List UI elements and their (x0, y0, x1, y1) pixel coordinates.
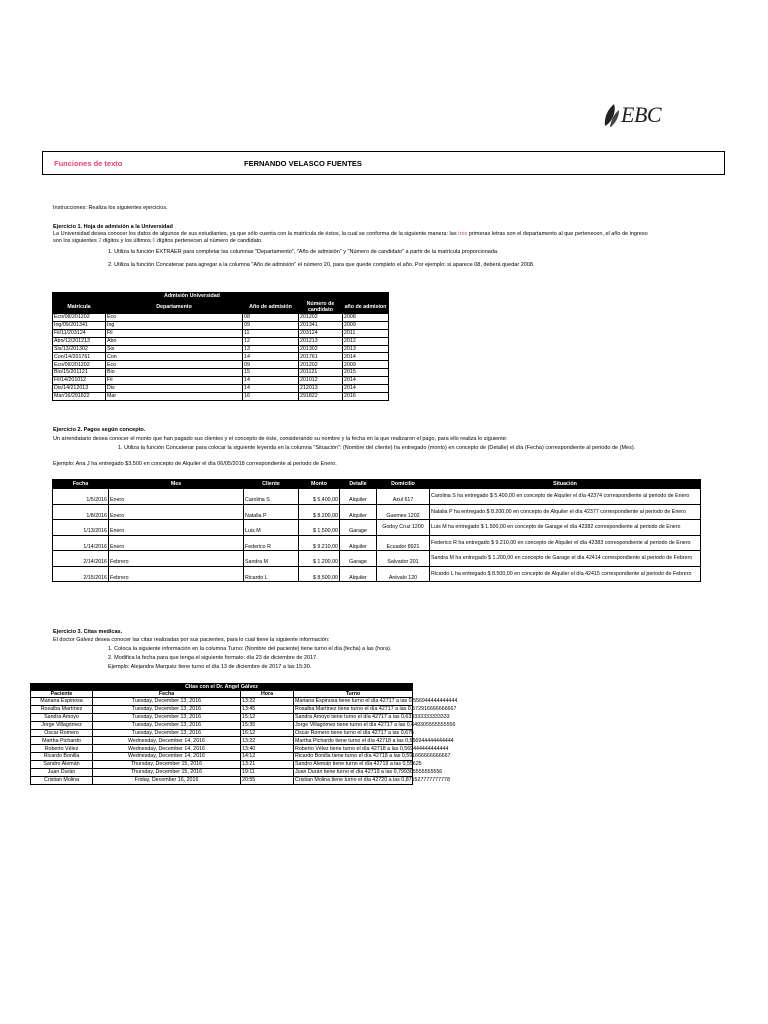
table-cell: Arévalo 120 (377, 566, 430, 582)
admission-table-title-text: Admisión Universidad (106, 293, 299, 300)
table-row (31, 745, 413, 753)
table-cell: Azul 617 (377, 489, 430, 505)
table-cell: Sis/13/201302 (53, 345, 106, 353)
ex1-step2: 2. Utiliza la función Concatenar para agregar a la columna "Año de admisión" el número 20, para que quede completo el año. Por ejemplo: si aparece 08, deberá quedar 2008. (108, 262, 535, 268)
table-cell: 1/8/2016 (53, 504, 109, 520)
table-row (31, 729, 413, 737)
table-cell: Tuesday, December 13, 2016 (93, 729, 241, 737)
table-cell: 13:22 (241, 698, 294, 706)
col-mes: Mes (109, 480, 244, 489)
table-cell: Bio/15/201121 (53, 369, 106, 377)
table-row (53, 551, 701, 567)
table-cell: 212013 (299, 385, 343, 393)
table-cell: 2014 (343, 377, 389, 385)
table-row (53, 489, 701, 505)
table-cell: Ing (106, 321, 243, 329)
table-cell: 2014 (343, 385, 389, 393)
table-row (53, 329, 389, 337)
table-cell: 2009 (343, 321, 389, 329)
table-cell: Godoy Cruz 1200 (377, 520, 430, 536)
table-cell: Ricardo Bonilla tiene turno el día 42718 a las 0,591666666666667 (295, 753, 451, 760)
table-cell: Ricardo Bonilla (31, 753, 93, 761)
table-cell: 2015 (343, 369, 389, 377)
ebc-leaf-icon (602, 102, 620, 128)
table-row (31, 698, 413, 706)
table-row (53, 392, 389, 400)
table-row (31, 713, 413, 721)
table-cell: Natalia P (244, 504, 299, 520)
table-row (53, 345, 389, 353)
table-row (53, 535, 701, 551)
table-cell: Juan Durán tiene turno el día 42719 a las 0,799305555555556 (295, 769, 443, 776)
table-cell: 2009 (343, 361, 389, 369)
table-cell: 2013 (343, 345, 389, 353)
table-row (53, 385, 389, 393)
table-cell: Carolina S (244, 489, 299, 505)
table-cell: Fil/14/201012 (53, 377, 106, 385)
table-cell: Con/14/201761 (53, 353, 106, 361)
col-monto: Monto (299, 480, 340, 489)
table-cell: $ 8.200,00 (299, 504, 340, 520)
table-cell: 201341 (299, 321, 343, 329)
table-cell: Fil (106, 377, 243, 385)
table-cell: Ing/09/201341 (53, 321, 106, 329)
table-cell: 14 (243, 353, 299, 361)
table-cell: Mar (106, 392, 243, 400)
table-cell: 1/14/2016 (53, 535, 109, 551)
table-cell: Thursday, December 15, 2016 (93, 769, 241, 777)
table-row (53, 353, 389, 361)
table-cell: Febrero (109, 566, 244, 582)
col-fecha-cita: Fecha (93, 691, 241, 698)
table-cell: Jorge Villagómez tiene turno el día 42717 a las 0,649305555555556 (295, 721, 456, 728)
table-cell: 14 (243, 377, 299, 385)
subject-title: Funciones de texto (54, 159, 123, 168)
table-row (31, 761, 413, 769)
col-turno: Turno (294, 691, 413, 698)
table-cell: Tuesday, December 13, 2016 (93, 705, 241, 713)
table-cell: $ 1.500,00 (299, 520, 340, 536)
table-cell: Alquiler (340, 535, 377, 551)
table-cell: Jorge Villagómez (31, 721, 93, 729)
table-cell: Wednesday, December 14, 2016 (93, 745, 241, 753)
table-cell: Natalia P ha entregado $ 8.200,00 en concepto de Alquiler el día 42377 correspondiente al periodo de Enero (430, 504, 701, 520)
col-departamento: Departamento (106, 300, 243, 314)
ex3-title: Ejercicio 3. Citas medicas. (53, 629, 123, 635)
table-cell: Wednesday, December 14, 2016 (93, 753, 241, 761)
table-row (31, 776, 413, 784)
table-cell: 19:11 (241, 769, 294, 777)
appointments-table-title: Citas con el Dr. Angel Gálvez (31, 684, 413, 691)
ex3-step2: 2. Modifica la fecha para que tenga el siguiente formato: día 23 de diciembre de 2017. (108, 655, 318, 661)
table-cell: Juan Durán (31, 769, 93, 777)
table-cell: 20:55 (241, 776, 294, 784)
table-cell: 2008 (343, 314, 389, 322)
table-cell: 16 (243, 392, 299, 400)
table-cell: 203124 (299, 329, 343, 337)
table-cell: Cristian Molina tiene turno el día 42720 a las 0,871527777777778 (295, 777, 450, 784)
ex1-description: La Universidad desea conocer los datos de algunos de sus estudiantes, ya que sólo cuenta con la matrícula de éstos, la cual se conforma de la siguiente manera: las tres primeras letras son el departamento al que pertenecen, el año de ingreso son los siguientes 2 dígitos y los últimos 6 dígitos pertenecen al número de candidato. (53, 231, 648, 245)
table-cell: Sis (106, 345, 243, 353)
table-cell: $ 5.400,00 (299, 489, 340, 505)
table-cell: 09 (243, 361, 299, 369)
table-cell: Sandra Amoyo tiene turno el día 42717 a las 0,633333333333333 (295, 714, 450, 721)
table-cell: Tuesday, December 13, 2016 (93, 698, 241, 706)
table-cell: 13:40 (241, 745, 294, 753)
table-cell: 13:21 (241, 761, 294, 769)
table-cell: Sandro Alemán tiene turno el día 42719 a las 0,55625 (295, 761, 422, 768)
table-cell: 13:45 (241, 705, 294, 713)
col-numero-candidato: Número de candidato (299, 300, 343, 314)
col-detalle: Detalle (340, 480, 377, 489)
col-hora: Hora (241, 691, 294, 698)
table-cell: Fil/11/203124 (53, 329, 106, 337)
admission-table-title (53, 293, 106, 300)
table-cell: Salvador 201 (377, 551, 430, 567)
table-cell: Eco/09/201202 (53, 361, 106, 369)
col-matricula: Matrícula (53, 300, 106, 314)
table-cell: 09 (243, 321, 299, 329)
table-cell: $ 1.200,00 (299, 551, 340, 567)
ex3-example: Ejemplo: Alejandra Marquéz tiene turno el día 13 de diciembre de 2017 a las 15:30. (108, 664, 312, 670)
table-cell: Garage (340, 551, 377, 567)
table-cell: Federico R ha entregado $ 9.210,00 en concepto de Alquiler el día 42383 correspondiente al periodo de Enero (430, 535, 701, 551)
table-cell: Abo/12/201213 (53, 337, 106, 345)
ex2-step1: 1. Utiliza la función Concatenar para colocar la siguiente leyenda en la columna "Situación": (Nombre del cliente) ha entregado (monto) en concepto de (Detalle) el día (Fecha) correspondiente al periodo de (Mes). (118, 445, 636, 451)
table-cell: Martha Pichardo (31, 737, 93, 745)
ex3-step1: 1. Coloca la siguiente información en la columna Turno: (Nombre del paciente) tiene turno el día (fecha) a las (hora). (108, 646, 392, 652)
table-cell: Oscar Romero tiene turno el día 42717 a las 0,675 (295, 729, 414, 736)
table-cell: 1/5/2016 (53, 489, 109, 505)
table-cell: 15:35 (241, 721, 294, 729)
table-cell: 201761 (299, 353, 343, 361)
table-cell: 15:12 (241, 713, 294, 721)
table-cell: Eco (106, 314, 243, 322)
appointments-table (30, 683, 458, 785)
table-row (31, 769, 413, 777)
table-cell: Cristian Molina (31, 776, 93, 784)
table-cell: $ 9.210,00 (299, 535, 340, 551)
table-cell: Federico R (244, 535, 299, 551)
ex2-description: Un arrendatario desea conocer el monto que han pagado sus clientes y el concepto de éste, considerando su nombre y la fecha en la que realizaron el pago, para ello realiza lo siguiente: (53, 436, 508, 442)
table-cell: Luis M ha entregado $ 1.500,00 en concepto de Garage el día 42382 correspondiente al periodo de Enero (430, 520, 701, 536)
table-row (53, 566, 701, 582)
table-cell: Dis/14/212013 (53, 385, 106, 393)
table-row (31, 737, 413, 745)
table-cell: Ricardo L ha entregado $ 8.500,00 en concepto de Alquiler el día 42415 correspondiente al periodo de Febrero (430, 566, 701, 582)
table-cell: Thursday, December 15, 2016 (93, 761, 241, 769)
table-cell: Martha Pichardo tiene turno el día 42718 a las 0,556944444444444 (295, 737, 454, 744)
table-cell: 13 (243, 345, 299, 353)
table-cell: 16:12 (241, 729, 294, 737)
table-cell: 11 (243, 329, 299, 337)
table-cell: Febrero (109, 551, 244, 567)
table-cell: Enero (109, 489, 244, 505)
table-row (53, 369, 389, 377)
table-row (53, 361, 389, 369)
ex2-example: Ejemplo: Ana J ha entregado $3,500 en concepto de Alquiler el día 06/05/2018 correspondiente al periodo de Enero. (53, 461, 337, 467)
table-cell: $ 8.500,00 (299, 566, 340, 582)
table-cell: 15 (243, 369, 299, 377)
table-cell: 2011 (343, 329, 389, 337)
table-cell: 08 (243, 314, 299, 322)
table-cell: 2/14/2016 (53, 551, 109, 567)
ex1-step1: 1. Utiliza la función EXTRAER para completar las columnas "Departamento", "Año de admisión" y "Número de candidato" a partir de la matrícula proporcionada. (108, 249, 499, 255)
table-cell: 2/15/2016 (53, 566, 109, 582)
table-row (31, 705, 413, 713)
col-paciente: Paciente (31, 691, 93, 698)
table-cell: Mariana Espinosa tiene turno el día 42717 a las 0,556944444444444 (295, 698, 458, 705)
table-cell: Fil (106, 329, 243, 337)
table-cell: 14:12 (241, 753, 294, 761)
table-cell: Con (106, 353, 243, 361)
logo-text: EBC (621, 102, 662, 127)
col-situacion: Situación (430, 480, 701, 489)
table-cell: Roberto Vélez (31, 745, 93, 753)
table-cell: Carolina S ha entregado $ 5.400,00 en concepto de Alquiler el día 42374 correspondiente al periodo de Enero (430, 489, 701, 505)
table-cell: Mar/16/291822 (53, 392, 106, 400)
table-cell: Eco/08/201202 (53, 314, 106, 322)
table-row (53, 520, 701, 536)
table-row (31, 753, 413, 761)
table-cell: Tuesday, December 13, 2016 (93, 713, 241, 721)
table-row (53, 337, 389, 345)
ex2-title: Ejercicio 2. Pagos según concepto. (53, 427, 146, 433)
admission-table (52, 292, 389, 401)
table-row (53, 504, 701, 520)
table-cell: Alquiler (340, 504, 377, 520)
table-cell: 12 (243, 337, 299, 345)
table-cell: 201302 (299, 345, 343, 353)
table-cell: Alquiler (340, 566, 377, 582)
header-box (42, 151, 725, 175)
table-cell: Enero (109, 504, 244, 520)
table-cell: Rosalba Martínez tiene turno el día 42717 a las 0,572916666666667 (295, 706, 457, 713)
table-row (31, 721, 413, 729)
table-cell: Eco (106, 361, 243, 369)
table-cell: Enero (109, 520, 244, 536)
instructions: Instrucciones: Realiza los siguientes ejercicios. (53, 205, 168, 211)
ebc-logo (602, 100, 666, 130)
table-cell: 1/13/2016 (53, 520, 109, 536)
table-cell: Guemes 1202 (377, 504, 430, 520)
ex3-description: El doctor Gálvez desea conocer las citas realizadas por sus pacientes, para lo cual tiene la siguiente información: (53, 637, 330, 643)
table-cell: Dis (106, 385, 243, 393)
table-row (53, 377, 389, 385)
col-fecha: Fecha (53, 480, 109, 489)
table-cell: Friday, December 16, 2016 (93, 776, 241, 784)
table-cell: Garage (340, 520, 377, 536)
table-cell: Oscar Romero (31, 729, 93, 737)
table-cell: 201121 (299, 369, 343, 377)
table-cell: Mariana Espinosa (31, 698, 93, 706)
table-cell: Alquiler (340, 489, 377, 505)
col-cliente: Cliente (244, 480, 299, 489)
table-row (53, 314, 389, 322)
table-cell: Rosalba Martínez (31, 705, 93, 713)
table-cell: Roberto Vélez tiene turno el día 42718 a las 0,569444444444444 (295, 745, 449, 752)
table-cell: Abo (106, 337, 243, 345)
table-cell: Sandra Amoyo (31, 713, 93, 721)
table-cell: Bio (106, 369, 243, 377)
table-cell: 291822 (299, 392, 343, 400)
table-cell: 201213 (299, 337, 343, 345)
table-cell: Wednesday, December 14, 2016 (93, 737, 241, 745)
table-row (53, 321, 389, 329)
table-cell: 201202 (299, 361, 343, 369)
table-cell: Enero (109, 535, 244, 551)
table-cell: 201202 (299, 314, 343, 322)
payments-table (52, 479, 701, 582)
col-domicilio: Domicilio (377, 480, 430, 489)
table-cell: Tuesday, December 13, 2016 (93, 721, 241, 729)
table-cell: 13:22 (241, 737, 294, 745)
table-cell: Ecuador 8921 (377, 535, 430, 551)
table-cell: 2016 (343, 392, 389, 400)
table-cell: Sandro Alemán (31, 761, 93, 769)
ex1-title: Ejercicio 1. Hoja de admisión a la Universidad (53, 224, 173, 230)
table-cell: 2014 (343, 353, 389, 361)
table-cell: 2012 (343, 337, 389, 345)
student-name: FERNANDO VELASCO FUENTES (244, 159, 362, 168)
table-cell: Sandra M (244, 551, 299, 567)
table-cell: Sandra M ha entregado $ 1.200,00 en concepto de Garage el día 42414 correspondiente al periodo de Febrero (430, 551, 701, 567)
table-cell: Luis M (244, 520, 299, 536)
table-cell: 14 (243, 385, 299, 393)
col-anio-admision: Año de admisión (243, 300, 299, 314)
table-cell: Ricardo L (244, 566, 299, 582)
col-anio-admision-full: año de admision (343, 300, 389, 314)
table-cell: 201012 (299, 377, 343, 385)
